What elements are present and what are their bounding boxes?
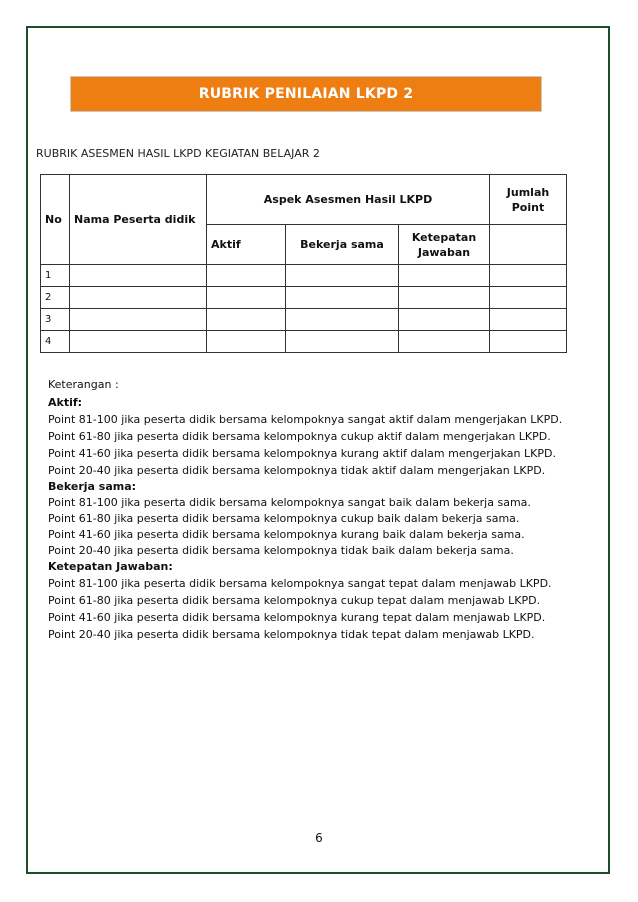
note-line: Point 81-100 jika peserta didik bersama kelompoknya sangat aktif dalam mengerjakan LKPD.	[48, 413, 563, 426]
table-header-row	[41, 175, 567, 225]
note-line: Point 20-40 jika peserta didik bersama kelompoknya tidak aktif dalam mengerjakan LKPD.	[48, 464, 546, 477]
table-row	[41, 331, 567, 353]
table-row	[41, 309, 567, 331]
header-aspect: Aspek Asesmen Hasil LKPD	[207, 175, 490, 225]
document-subtitle: RUBRIK ASESMEN HASIL LKPD KEGIATAN BELAJAR 2	[36, 147, 320, 160]
subheader-empty	[490, 225, 567, 265]
notes-intro: Keterangan :	[48, 378, 119, 391]
subheader-aktif: Aktif	[207, 225, 286, 265]
table-row	[41, 265, 567, 287]
header-name: Nama Peserta didik	[70, 175, 207, 265]
note-line: Point 41-60 jika peserta didik bersama kelompoknya kurang tepat dalam menjawab LKPD.	[48, 611, 546, 624]
notes-section	[48, 378, 578, 643]
row-number: 2	[41, 287, 70, 309]
title-banner	[70, 76, 542, 112]
row-number: 4	[41, 331, 70, 353]
note-line: Point 41-60 jika peserta didik bersama kelompoknya kurang baik dalam bekerja sama.	[48, 528, 525, 541]
note-line: Point 61-80 jika peserta didik bersama kelompoknya cukup baik dalam bekerja sama.	[48, 512, 520, 525]
note-line: Point 61-80 jika peserta didik bersama kelompoknya cukup aktif dalam mengerjakan LKPD.	[48, 430, 551, 443]
note-line: Point 20-40 jika peserta didik bersama kelompoknya tidak tepat dalam menjawab LKPD.	[48, 628, 535, 641]
note-line: Point 20-40 jika peserta didik bersama kelompoknya tidak baik dalam bekerja sama.	[48, 544, 514, 557]
group-heading: Bekerja sama:	[48, 480, 137, 493]
note-line: Point 61-80 jika peserta didik bersama kelompoknya cukup tepat dalam menjawab LKPD.	[48, 594, 541, 607]
note-line: Point 81-100 jika peserta didik bersama kelompoknya sangat tepat dalam menjawab LKPD.	[48, 577, 552, 590]
banner-title: RUBRIK PENILAIAN LKPD 2	[198, 86, 414, 102]
subheader-ketepatan: Ketepatan Jawaban	[399, 225, 490, 265]
header-total: Jumlah Point	[490, 175, 567, 225]
table-row	[41, 287, 567, 309]
notes-group-bekerja-sama	[48, 479, 578, 559]
note-line: Point 41-60 jika peserta didik bersama kelompoknya kurang aktif dalam mengerjakan LKPD.	[48, 447, 556, 460]
header-no: No	[41, 175, 70, 265]
notes-group-ketepatan-jawaban	[48, 559, 578, 643]
notes-group-aktif	[48, 395, 578, 479]
group-heading: Ketepatan Jawaban:	[48, 560, 173, 573]
row-number: 3	[41, 309, 70, 331]
rubric-table	[40, 174, 567, 353]
group-heading: Aktif:	[48, 396, 83, 409]
page-number: 6	[315, 831, 323, 845]
note-line: Point 81-100 jika peserta didik bersama kelompoknya sangat baik dalam bekerja sama.	[48, 496, 531, 509]
row-number: 1	[41, 265, 70, 287]
subheader-bekerja-sama: Bekerja sama	[286, 225, 399, 265]
